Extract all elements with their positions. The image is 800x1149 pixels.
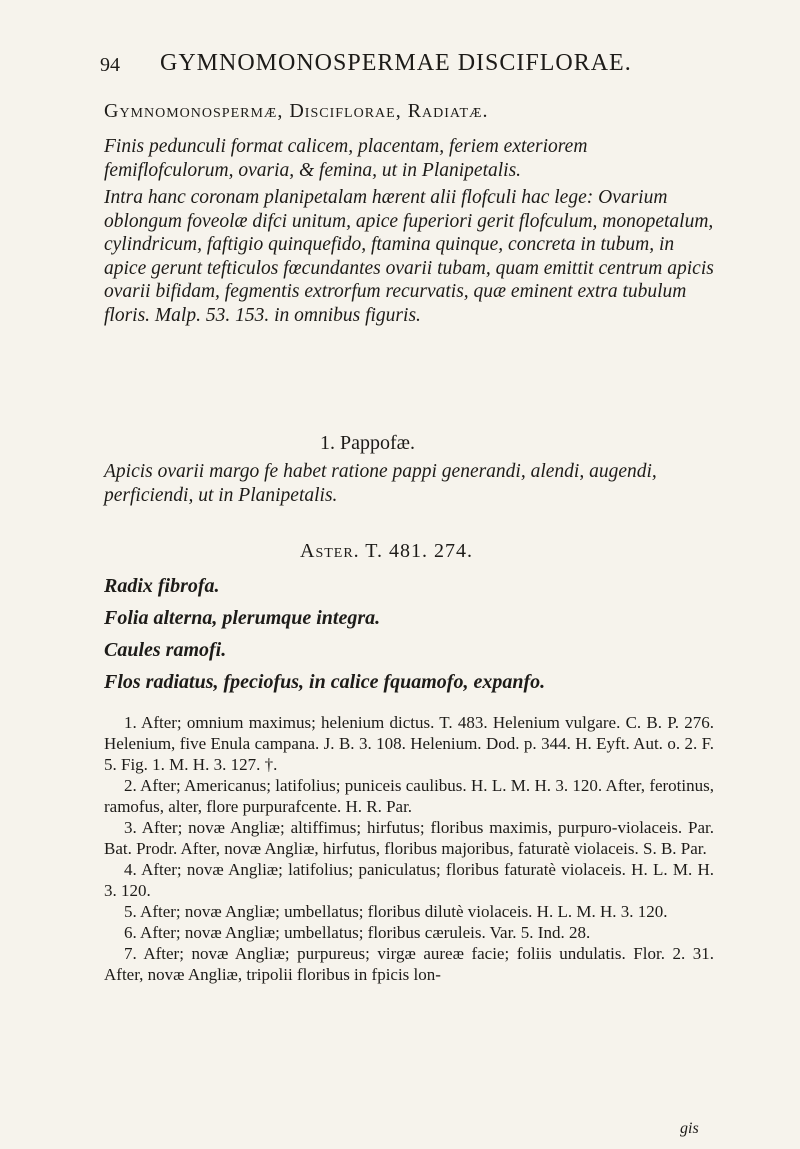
page-number: 94 [100,54,120,76]
running-title: GYMNOMONOSPERMAE DISCIFLORAE. [160,50,632,76]
species-entry: 7. After; novæ Angliæ; purpureus; virgæ aureæ facie; foliis undulatis. Flor. 2. 31. After, novæ Angliæ, tripolii floribus in fpicis lon- [104,944,714,984]
genus-character-radix: Radix fibrofa. [104,575,220,597]
genus-character-caules: Caules ramofi. [104,639,227,661]
running-head [100,50,740,90]
species-entry: 4. After; novæ Angliæ; latifolius; paniculatus; floribus faturatè violaceis. H. L. M. H. 3. 120. [104,860,714,900]
genus-heading: Aster. T. 481. 274. [300,540,474,562]
species-entry: 1. After; omnium maximus; helenium dictus. T. 483. Helenium vulgare. C. B. P. 276. Helenium, five Enula campana. J. B. 3. 108. Helenium. Dod. p. 344. H. Eyft. Aut. o. 2. F. 5. Fig. 1. M. H. 3. 127. †. [104,713,714,774]
subsection-heading: 1. Pappofæ. [320,432,415,454]
intro-paragraph-2: Intra hanc coronam planipetalam hærent alii flofculi hac lege: Ovarium oblongum foveolæ difci unitum, apice fuperiori gerit flofculum, monopetalum, cylindricum, faftigio quinquefido, ftamina quinque, concreta in tubum, in apice gerunt tefticulos fœcundantes ovarii tubam, quam emittit centrum apicis ovarii bifidam, fegmentis extrorfum recurvatis, quæ eminent extra tubulum floris. Malp. 53. 153. in omnibus figuris. [104,187,714,326]
species-list [104,712,714,985]
genus-characters [104,570,714,698]
intro-text [104,135,714,331]
species-entry: 6. After; novæ Angliæ; umbellatus; floribus cæruleis. Var. 5. Ind. 28. [124,923,591,942]
species-entry: 3. After; novæ Angliæ; altiffimus; hirfutus; floribus maximis, purpuro-violaceis. Par. Bat. Prodr. After, novæ Angliæ, hirfutus, floribus majoribus, faturatè violaceis. S. B. Par. [104,818,714,858]
species-entry: 5. After; novæ Angliæ; umbellatus; floribus dilutè violaceis. H. L. M. H. 3. 120. [124,902,668,921]
catchword: gis [680,1120,699,1137]
genus-character-folia: Folia alterna, plerumque integra. [104,607,381,629]
species-entry: 2. After; Americanus; latifolius; puniceis caulibus. H. L. M. H. 3. 120. After, ferotinus, ramofus, alter, flore purpurafcente. H. R. Par. [104,776,714,816]
section-heading: Gymnomonospermæ, Disciflorae, Radiatæ. [104,100,489,122]
intro-paragraph-1: Finis pedunculi format calicem, placentam, feriem exteriorem femiflofculorum, ovaria, & femina, ut in Planipetalis. [104,136,588,181]
genus-character-flos: Flos radiatus, fpeciofus, in calice fquamofo, expanfo. [104,671,546,693]
subsection-text: Apicis ovarii margo fe habet ratione pappi generandi, alendi, augendi, perficiendi, ut in Planipetalis. [104,461,657,506]
